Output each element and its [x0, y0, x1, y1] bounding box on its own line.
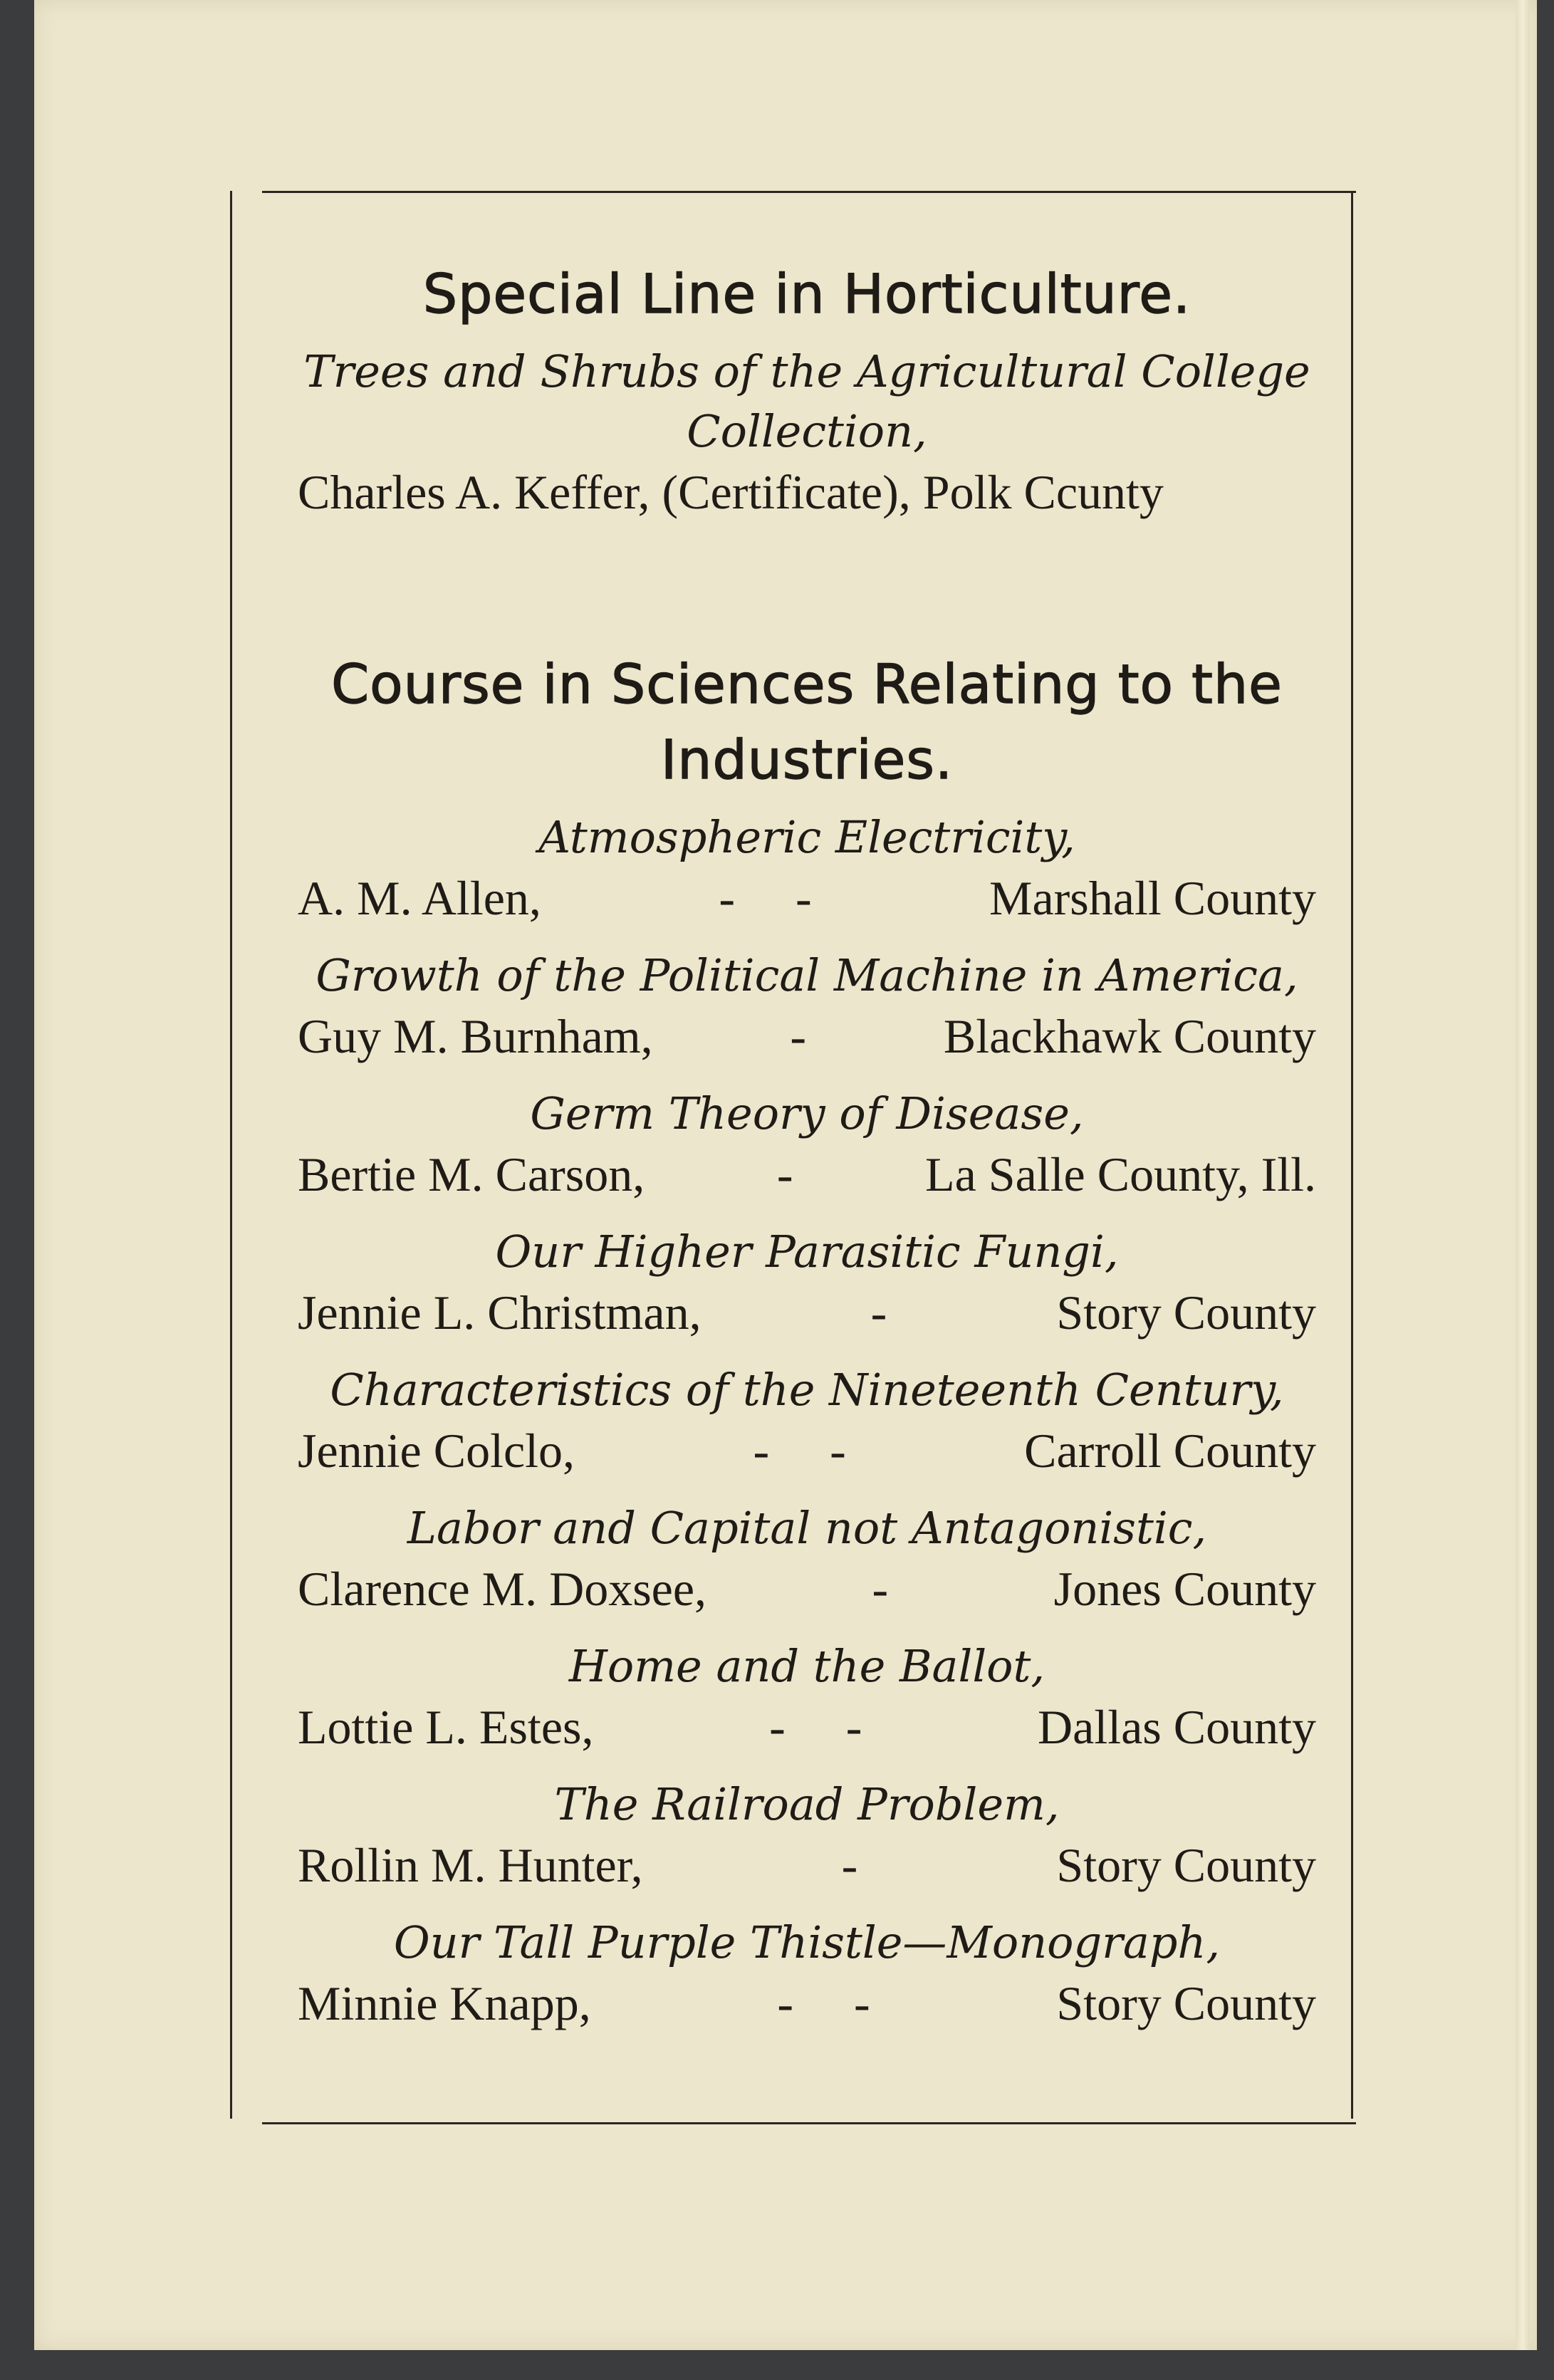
author-name: A. M. Allen,: [298, 871, 541, 925]
essay-title: Home and the Ballot,: [568, 1640, 1045, 1692]
bottom-rule: [262, 2122, 1356, 2124]
author-row: [298, 1282, 1316, 1343]
page-fold: [1516, 0, 1530, 2350]
section-heading: Special Line in Horticulture.: [422, 262, 1191, 325]
author-row: [298, 1696, 1316, 1758]
entry: [298, 1775, 1316, 1896]
author-name: Rollin M. Hunter,: [298, 1838, 643, 1892]
author-row: [298, 867, 1316, 929]
entry: [298, 946, 1316, 1067]
essay-title: The Railroad Problem,: [554, 1778, 1060, 1830]
entry: [298, 342, 1316, 523]
author-name: Lottie L. Estes,: [298, 1700, 594, 1754]
essay-title: Labor and Capital not Antagonistic,: [407, 1502, 1207, 1554]
essay-title: Growth of the Political Machine in America,: [316, 949, 1298, 1001]
leader-dashes: - -: [769, 1700, 862, 1754]
author-name: Guy M. Burnham,: [298, 1009, 653, 1063]
essay-title: Characteristics of the Nineteenth Century,: [330, 1364, 1284, 1416]
program-content: [298, 256, 1316, 2051]
essay-title: Trees and Shrubs of the Agricultural College Collection,: [303, 345, 1310, 457]
entry: [298, 1913, 1316, 2034]
author-row: [298, 1558, 1316, 1619]
section-heading: Course in Sciences Relating to the Industries.: [331, 652, 1283, 791]
leader-dashes: - -: [753, 1424, 846, 1478]
county: Story County: [1056, 1838, 1316, 1892]
county: Jones County: [1053, 1562, 1316, 1616]
entry: [298, 1222, 1316, 1343]
author-row: [298, 1144, 1316, 1205]
essay-title: Germ Theory of Disease,: [530, 1087, 1084, 1139]
author-name: Jennie Colclo,: [298, 1424, 575, 1478]
author-row: [298, 1420, 1316, 1481]
entry: [298, 1084, 1316, 1205]
county: Story County: [1056, 1285, 1316, 1340]
entry: [298, 1498, 1316, 1619]
leader-dashes: -: [776, 1147, 793, 1201]
entry: [298, 1637, 1316, 1758]
county: Story County: [1056, 1976, 1316, 2030]
county: Marshall County: [989, 871, 1316, 925]
county: La Salle County, Ill.: [925, 1147, 1316, 1201]
author-line: Charles A. Keffer, (Certificate), Polk Ccunty: [298, 465, 1164, 519]
author-name: Clarence M. Doxsee,: [298, 1562, 707, 1616]
section-sciences: [298, 647, 1316, 2034]
essay-title: Our Tall Purple Thistle—Monograph,: [393, 1916, 1221, 1968]
county: Dallas County: [1038, 1700, 1316, 1754]
essay-title: Atmospheric Electricity,: [538, 811, 1075, 863]
author-name: Minnie Knapp,: [298, 1976, 591, 2030]
county: Carroll County: [1024, 1424, 1316, 1478]
county: Blackhawk County: [943, 1009, 1316, 1063]
entry: [298, 1360, 1316, 1481]
leader-dashes: -: [841, 1838, 858, 1892]
section-horticulture: [298, 256, 1316, 523]
leader-dashes: -: [872, 1562, 889, 1616]
author-row: [298, 1834, 1316, 1896]
leader-dashes: - -: [777, 1976, 870, 2030]
entry: [298, 808, 1316, 929]
essay-title: Our Higher Parasitic Fungi,: [495, 1226, 1119, 1278]
author-name: Bertie M. Carson,: [298, 1147, 645, 1201]
author-row: [298, 1973, 1316, 2034]
author-name: Jennie L. Christman,: [298, 1285, 702, 1340]
leader-dashes: - -: [719, 871, 812, 925]
leader-dashes: -: [790, 1009, 807, 1063]
leader-dashes: -: [870, 1285, 887, 1340]
author-row: [298, 1006, 1316, 1067]
